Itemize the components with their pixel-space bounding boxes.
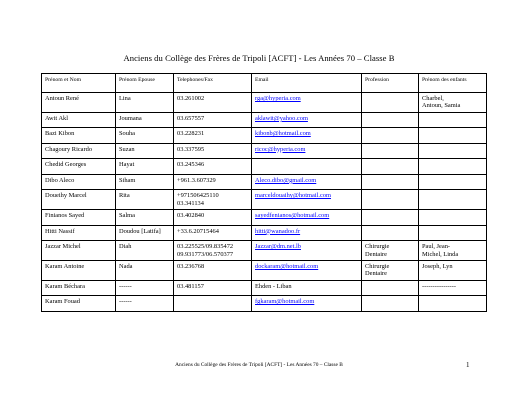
email-cell	[252, 190, 362, 210]
spouse-cell: Joumana	[116, 112, 174, 128]
spouse-cell: Rita	[116, 190, 174, 210]
name-cell: Karam Antoine	[42, 260, 116, 280]
phone-cell: 03.261002	[174, 93, 252, 113]
phone-cell: 03.402840	[174, 210, 252, 226]
email-cell	[252, 296, 362, 312]
email-link[interactable]: sayedfenianos@hotmail.com	[255, 212, 330, 220]
email-cell	[252, 143, 362, 159]
children-cell: Paul, Jean- Michel, Linda	[419, 241, 487, 261]
children-cell: Joseph, Lyn	[419, 260, 487, 280]
children-cell: Charbel, Antoun, Samia	[419, 93, 487, 113]
children-cell	[419, 159, 487, 175]
email-link[interactable]: hitti@wanadoo.fr	[255, 227, 301, 235]
page-number: 1	[466, 361, 470, 369]
children-cell	[419, 143, 487, 159]
spouse-cell: ------	[116, 296, 174, 312]
email-cell	[252, 260, 362, 280]
profession-cell	[362, 190, 419, 210]
spouse-cell: Siham	[116, 174, 174, 190]
phone-cell: 03.228231	[174, 128, 252, 144]
phone-cell: 03.236768	[174, 260, 252, 280]
spouse-cell: Suzan	[116, 143, 174, 159]
column-header: Prénom Epouse	[116, 74, 174, 93]
phone-cell: +33.6.20715464	[174, 225, 252, 241]
children-cell	[419, 296, 487, 312]
profession-cell	[362, 280, 419, 296]
profession-cell: Chirurgie Dentaire	[362, 241, 419, 261]
table-row	[42, 260, 487, 280]
profession-cell	[362, 159, 419, 175]
phone-cell: 03.245346	[174, 159, 252, 175]
email-link[interactable]: marceldouaihy@hotmail.com	[255, 192, 331, 200]
table-row	[42, 280, 487, 296]
name-cell: Hitti Nassif	[42, 225, 116, 241]
table-row	[42, 174, 487, 190]
table-row	[42, 93, 487, 113]
profession-cell: Chirurgie Dentaire	[362, 260, 419, 280]
email-cell	[252, 128, 362, 144]
name-cell: Karam Fouad	[42, 296, 116, 312]
spouse-cell: Doudou [Latifa]	[116, 225, 174, 241]
spouse-cell: ------	[116, 280, 174, 296]
name-cell: Chagoury Ricardo	[42, 143, 116, 159]
table-row	[42, 190, 487, 210]
table-row	[42, 143, 487, 159]
table-row	[42, 210, 487, 226]
spouse-cell: Souha	[116, 128, 174, 144]
profession-cell	[362, 174, 419, 190]
column-header: Email	[252, 74, 362, 93]
email-cell	[252, 210, 362, 226]
email-cell	[252, 225, 362, 241]
email-link[interactable]: aklawit@yahoo.com	[255, 114, 308, 122]
column-header: Profession	[362, 74, 419, 93]
spouse-cell: Salma	[116, 210, 174, 226]
email-link[interactable]: ricoc@hyperia.com	[255, 145, 306, 153]
document-title: Anciens du Collège des Frères de Tripoli [ACFT] - Les Années 70 – Classe B	[123, 53, 395, 63]
children-cell	[419, 190, 487, 210]
name-cell: Doueihy Marcel	[42, 190, 116, 210]
name-cell: Dibo Aleco	[42, 174, 116, 190]
table-row	[42, 241, 487, 261]
spouse-cell: Lina	[116, 93, 174, 113]
profession-cell	[362, 225, 419, 241]
profession-cell	[362, 112, 419, 128]
spouse-cell: Nada	[116, 260, 174, 280]
email-cell	[252, 174, 362, 190]
profession-cell	[362, 128, 419, 144]
table-row	[42, 159, 487, 175]
table-row	[42, 128, 487, 144]
column-header: Prénom des enfants	[419, 74, 487, 93]
phone-cell: +971506425110 03.341134	[174, 190, 252, 210]
email-link[interactable]: dockaram@hotmail.com	[255, 262, 319, 270]
classmates-table	[41, 73, 487, 312]
phone-cell: 03.481157	[174, 280, 252, 296]
table-header-row	[42, 74, 487, 93]
phone-cell: 03.657557	[174, 112, 252, 128]
children-cell: ----------------	[419, 280, 487, 296]
email-cell	[252, 280, 362, 296]
column-header: Telephones/Fax	[174, 74, 252, 93]
phone-cell	[174, 296, 252, 312]
children-cell	[419, 112, 487, 128]
phone-cell: +961.3.607329	[174, 174, 252, 190]
table-row	[42, 225, 487, 241]
email-cell	[252, 93, 362, 113]
profession-cell	[362, 143, 419, 159]
children-cell	[419, 128, 487, 144]
email-link[interactable]: kibonb@hotmail.com	[255, 130, 311, 138]
email-link[interactable]: fgkaram@hotmail.com	[255, 298, 315, 306]
table-row	[42, 112, 487, 128]
table-row	[42, 296, 487, 312]
profession-cell	[362, 93, 419, 113]
profession-cell	[362, 296, 419, 312]
email-cell	[252, 112, 362, 128]
name-cell: Chedid Georges	[42, 159, 116, 175]
name-cell: Finianos Sayed	[42, 210, 116, 226]
email-link[interactable]: rga@hyperia.com	[255, 95, 301, 102]
name-cell: Bazi Kibon	[42, 128, 116, 144]
email-cell	[252, 241, 362, 261]
email-cell	[252, 159, 362, 175]
phone-cell: 03.225525/09.835472 09.931773/06.570377	[174, 241, 252, 261]
column-header: Prénom et Nom	[42, 74, 116, 93]
children-cell	[419, 225, 487, 241]
spouse-cell: Hayat	[116, 159, 174, 175]
email-link[interactable]: Jazzar@dm.net.lb	[255, 243, 301, 251]
name-cell: Awit Akl	[42, 112, 116, 128]
phone-cell: 03.337595	[174, 143, 252, 159]
name-cell: Karam Béchara	[42, 280, 116, 296]
children-cell	[419, 174, 487, 190]
page-footer: Anciens du Collège des Frères de Tripoli [ACFT] - Les Années 70 – Classe B	[175, 362, 343, 368]
name-cell: Antoun René	[42, 93, 116, 113]
spouse-cell: Diah	[116, 241, 174, 261]
name-cell: Jazzar Michel	[42, 241, 116, 261]
profession-cell	[362, 210, 419, 226]
children-cell	[419, 210, 487, 226]
email-link[interactable]: Aleco.dibo@gmail.com	[255, 176, 317, 184]
location-text: Ehden - Liban	[255, 282, 292, 290]
